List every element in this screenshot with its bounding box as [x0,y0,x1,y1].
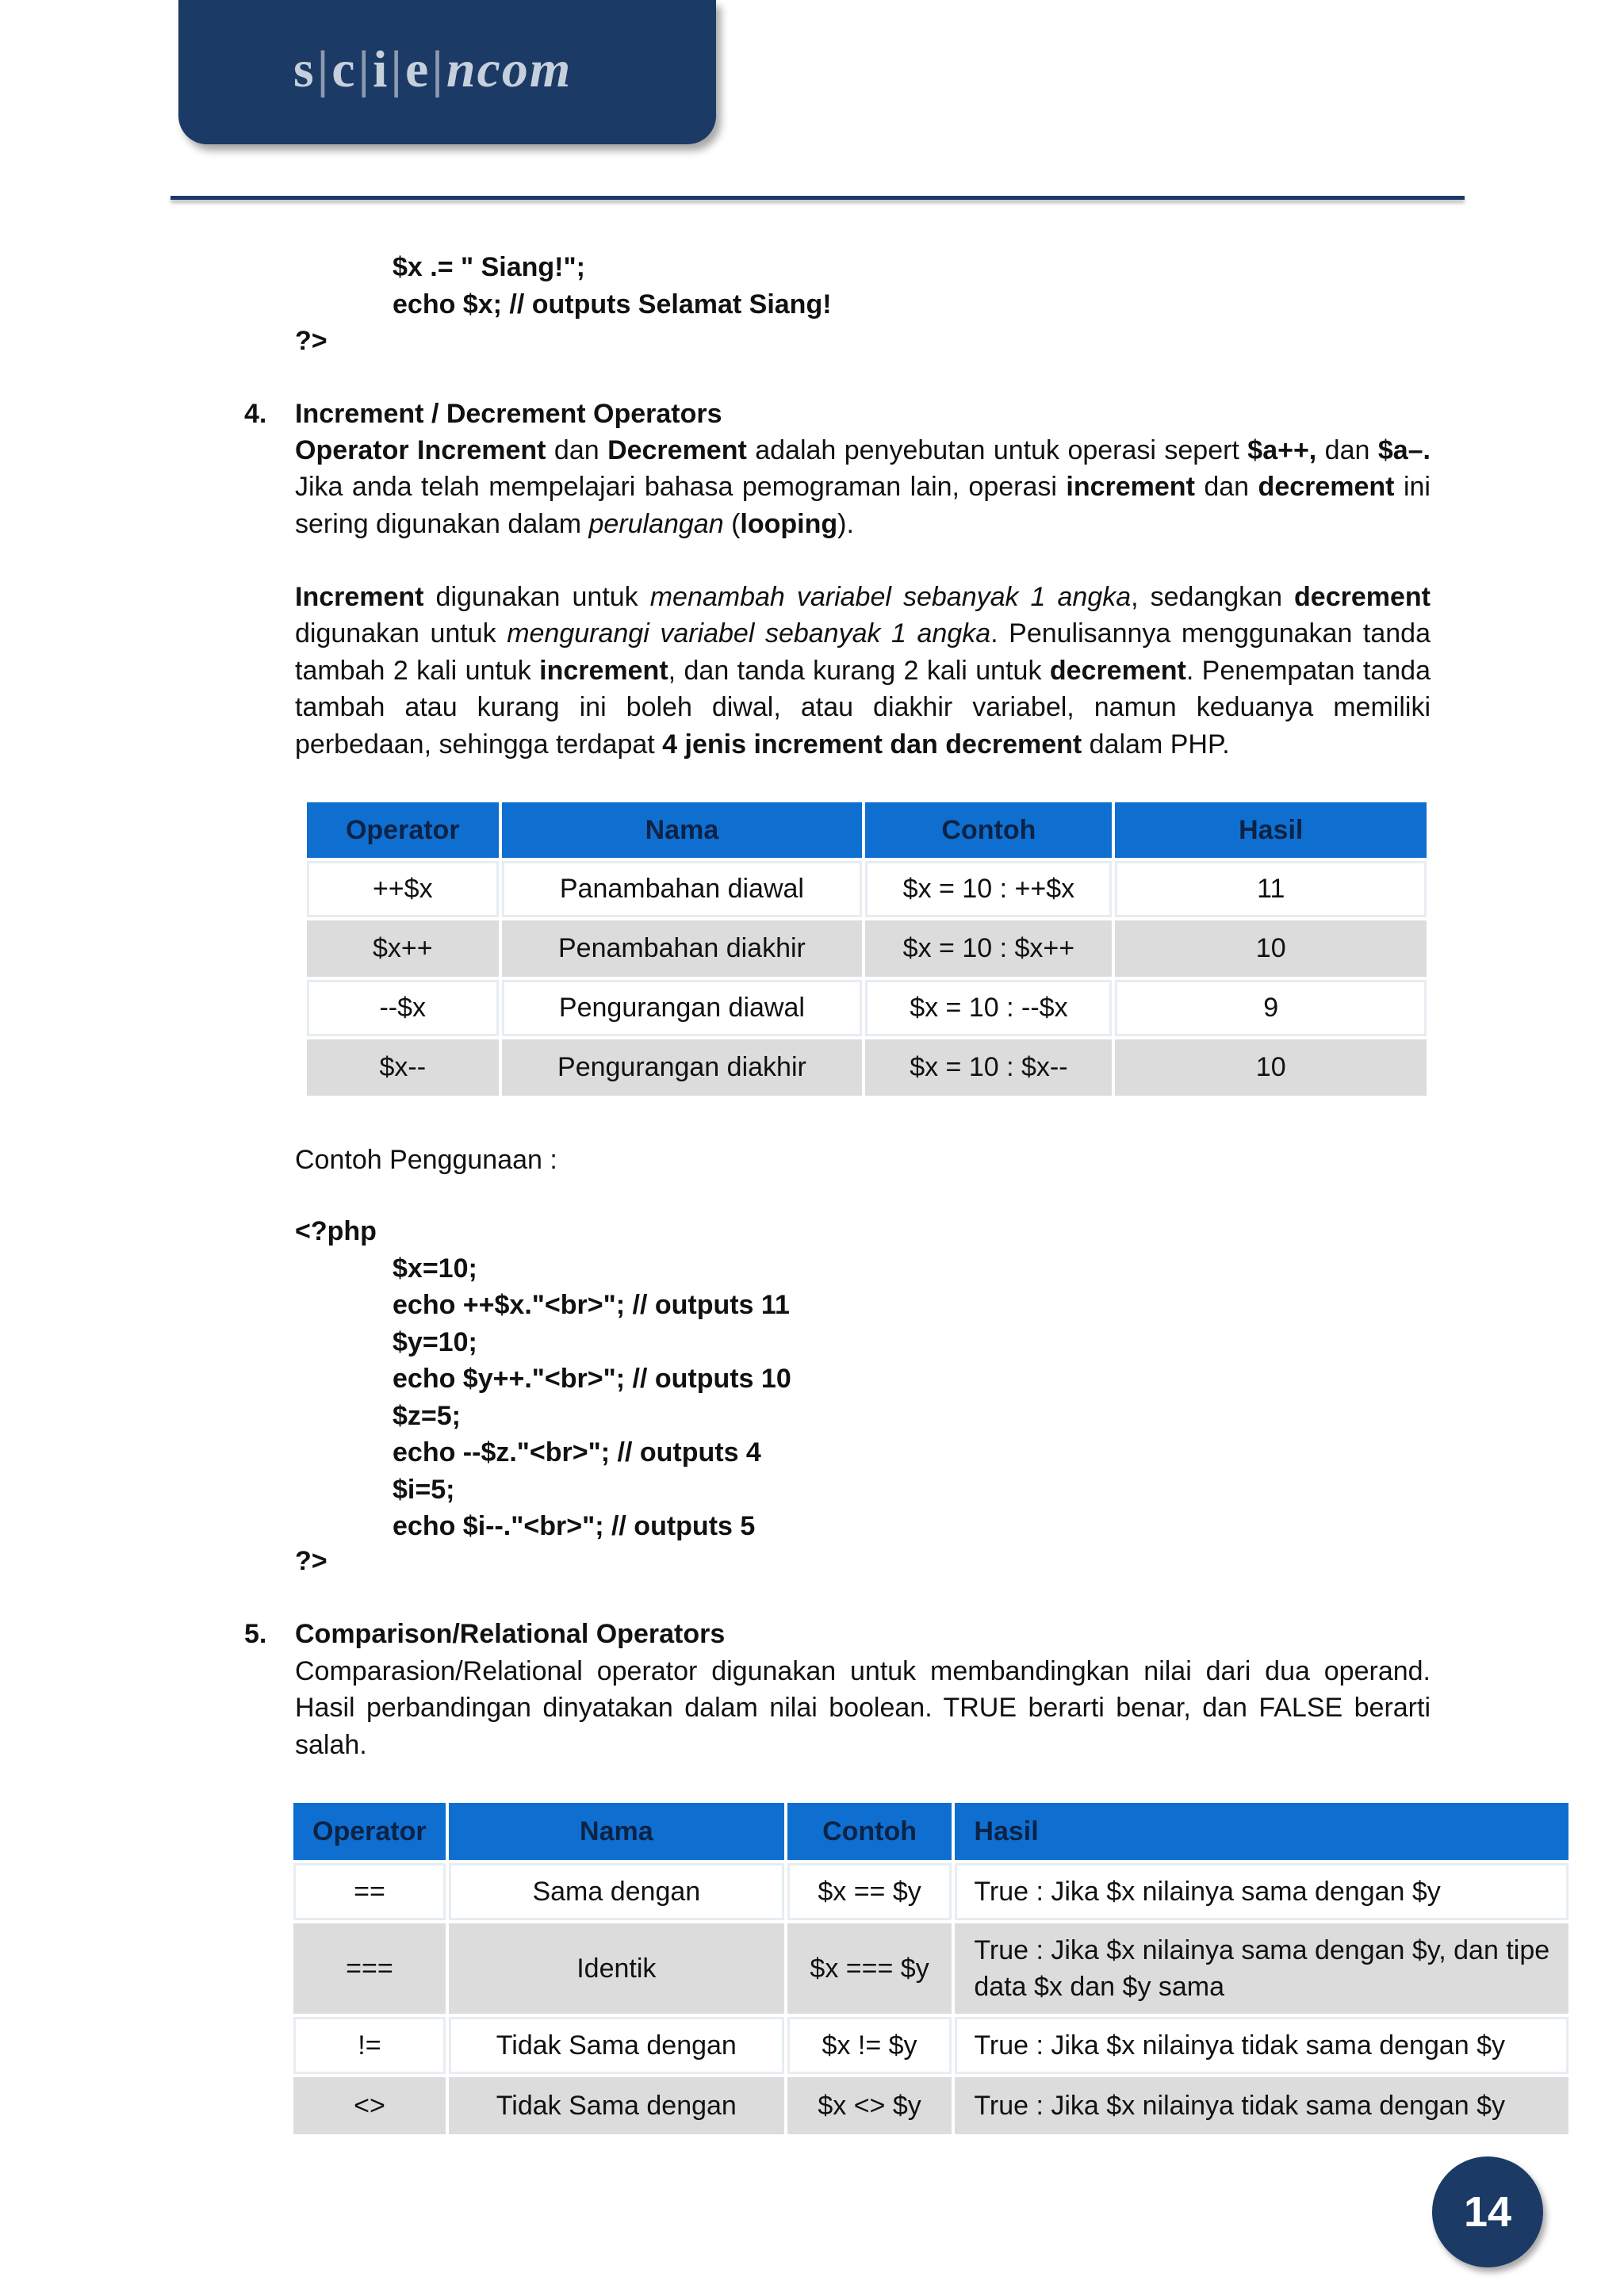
table-row [307,920,1427,977]
section-title: Increment / Decrement Operators [295,399,722,429]
code-line: echo $y++."<br>"; // outputs 10 [393,1364,791,1394]
code-line: echo $x; // outputs Selamat Siang! [393,289,832,320]
code-line: echo ++$x."<br>"; // outputs 11 [393,1290,790,1320]
table-cell: Pengurangan diawal [502,980,863,1036]
table-header: Contoh [865,802,1112,858]
table-row [307,980,1427,1036]
table-cell: 10 [1115,1039,1427,1096]
table-cell: === [293,1923,446,2014]
section-paragraph: Increment digunakan untuk menambah variabel sebanyak 1 angka, sedangkan decrement digunakan untuk mengurangi variabel sebanyak 1 angka. Penulisannya menggunakan tanda tambah 2 kali untuk increment, dan tanda kurang 2 kali untuk decrement. Penempatan tanda tambah atau kurang ini boleh diwal, atau diakhir variabel, namun keduanya memiliki perbedaan, sehingga terdapat 4 jenis increment dan decrement dalam PHP. [295,582,1431,760]
table-row [307,861,1427,917]
table-cell: ++$x [307,861,499,917]
table-cell: 10 [1115,920,1427,977]
table-cell: $x = 10 : $x++ [865,920,1112,977]
table-cell: Identik [449,1923,784,2014]
table-cell: True : Jika $x nilainya sama dengan $y [955,1863,1568,1920]
code-line: $x .= " Siang!"; [393,252,585,282]
table-header: Hasil [955,1803,1568,1860]
table-cell: $x = 10 : ++$x [865,861,1112,917]
table-row [293,1863,1568,1920]
header-divider [170,196,1465,200]
table-cell: Sama dengan [449,1863,784,1920]
page-number-badge [1432,2156,1543,2267]
table-header: Operator [293,1803,446,1860]
code-open-tag: <?php [295,1216,377,1246]
code-line: $x=10; [393,1253,477,1284]
table-cell: $x = 10 : $x-- [865,1039,1112,1096]
table-header: Contoh [787,1803,952,1860]
table-cell: $x === $y [787,1923,952,2014]
table-row [293,1923,1568,2014]
section-paragraph: Operator Increment dan Decrement adalah penyebutan untuk operasi sepert $a++, dan $a–. Jika anda telah mempelajari bahasa pemograman lain, operasi increment dan decrement ini sering digunakan dalam perulangan (looping). [295,435,1431,539]
table-cell: True : Jika $x nilainya tidak sama dengan $y [955,2077,1568,2134]
code-line: $y=10; [393,1327,477,1357]
section-paragraph: Comparasion/Relational operator digunakan untuk membandingkan nilai dari dua operand. Hasil perbandingan dinyatakan dalam nilai boolean. TRUE berarti benar, dan FALSE berarti salah. [295,1656,1431,1760]
table-row [307,1039,1427,1096]
site-logo: s|c|i|e|ncom [293,40,573,98]
table-header: Hasil [1115,802,1427,858]
table-cell: True : Jika $x nilainya sama dengan $y, dan tipe data $x dan $y sama [955,1923,1568,2014]
table-cell: Penambahan diakhir [502,920,863,977]
code-close-tag: ?> [295,326,327,356]
header-logo-tab [178,0,716,144]
table-cell: $x = 10 : --$x [865,980,1112,1036]
table-cell: $x == $y [787,1863,952,1920]
table-cell: --$x [307,980,499,1036]
table-cell: $x != $y [787,2017,952,2074]
table-cell: Tidak Sama dengan [449,2077,784,2134]
table-cell: Panambahan diawal [502,861,863,917]
code-line: $z=5; [393,1401,461,1431]
table-cell: <> [293,2077,446,2134]
usage-label: Contoh Penggunaan : [295,1145,557,1175]
table-row [293,2017,1568,2074]
table-cell: True : Jika $x nilainya tidak sama dengan $y [955,2017,1568,2074]
table-cell: != [293,2017,446,2074]
table-cell: 11 [1115,861,1427,917]
table-cell: == [293,1863,446,1920]
section-number: 4. [244,399,267,429]
section-title: Comparison/Relational Operators [295,1619,726,1649]
code-line: echo $i--."<br>"; // outputs 5 [393,1511,756,1541]
section-number: 5. [244,1619,267,1649]
code-line: echo --$z."<br>"; // outputs 4 [393,1437,761,1468]
table-header: Operator [307,802,499,858]
code-close-tag: ?> [295,1546,327,1576]
table-row [293,2077,1568,2134]
increment-decrement-table [304,799,1430,1099]
code-line: $i=5; [393,1475,455,1505]
table-cell: Tidak Sama dengan [449,2017,784,2074]
page-number: 14 [1463,2188,1512,2236]
table-header: Nama [449,1803,784,1860]
table-cell: $x <> $y [787,2077,952,2134]
table-cell: Pengurangan diakhir [502,1039,863,1096]
comparison-operators-table [290,1800,1572,2137]
table-header: Nama [502,802,863,858]
table-cell: $x++ [307,920,499,977]
table-cell: 9 [1115,980,1427,1036]
table-cell: $x-- [307,1039,499,1096]
